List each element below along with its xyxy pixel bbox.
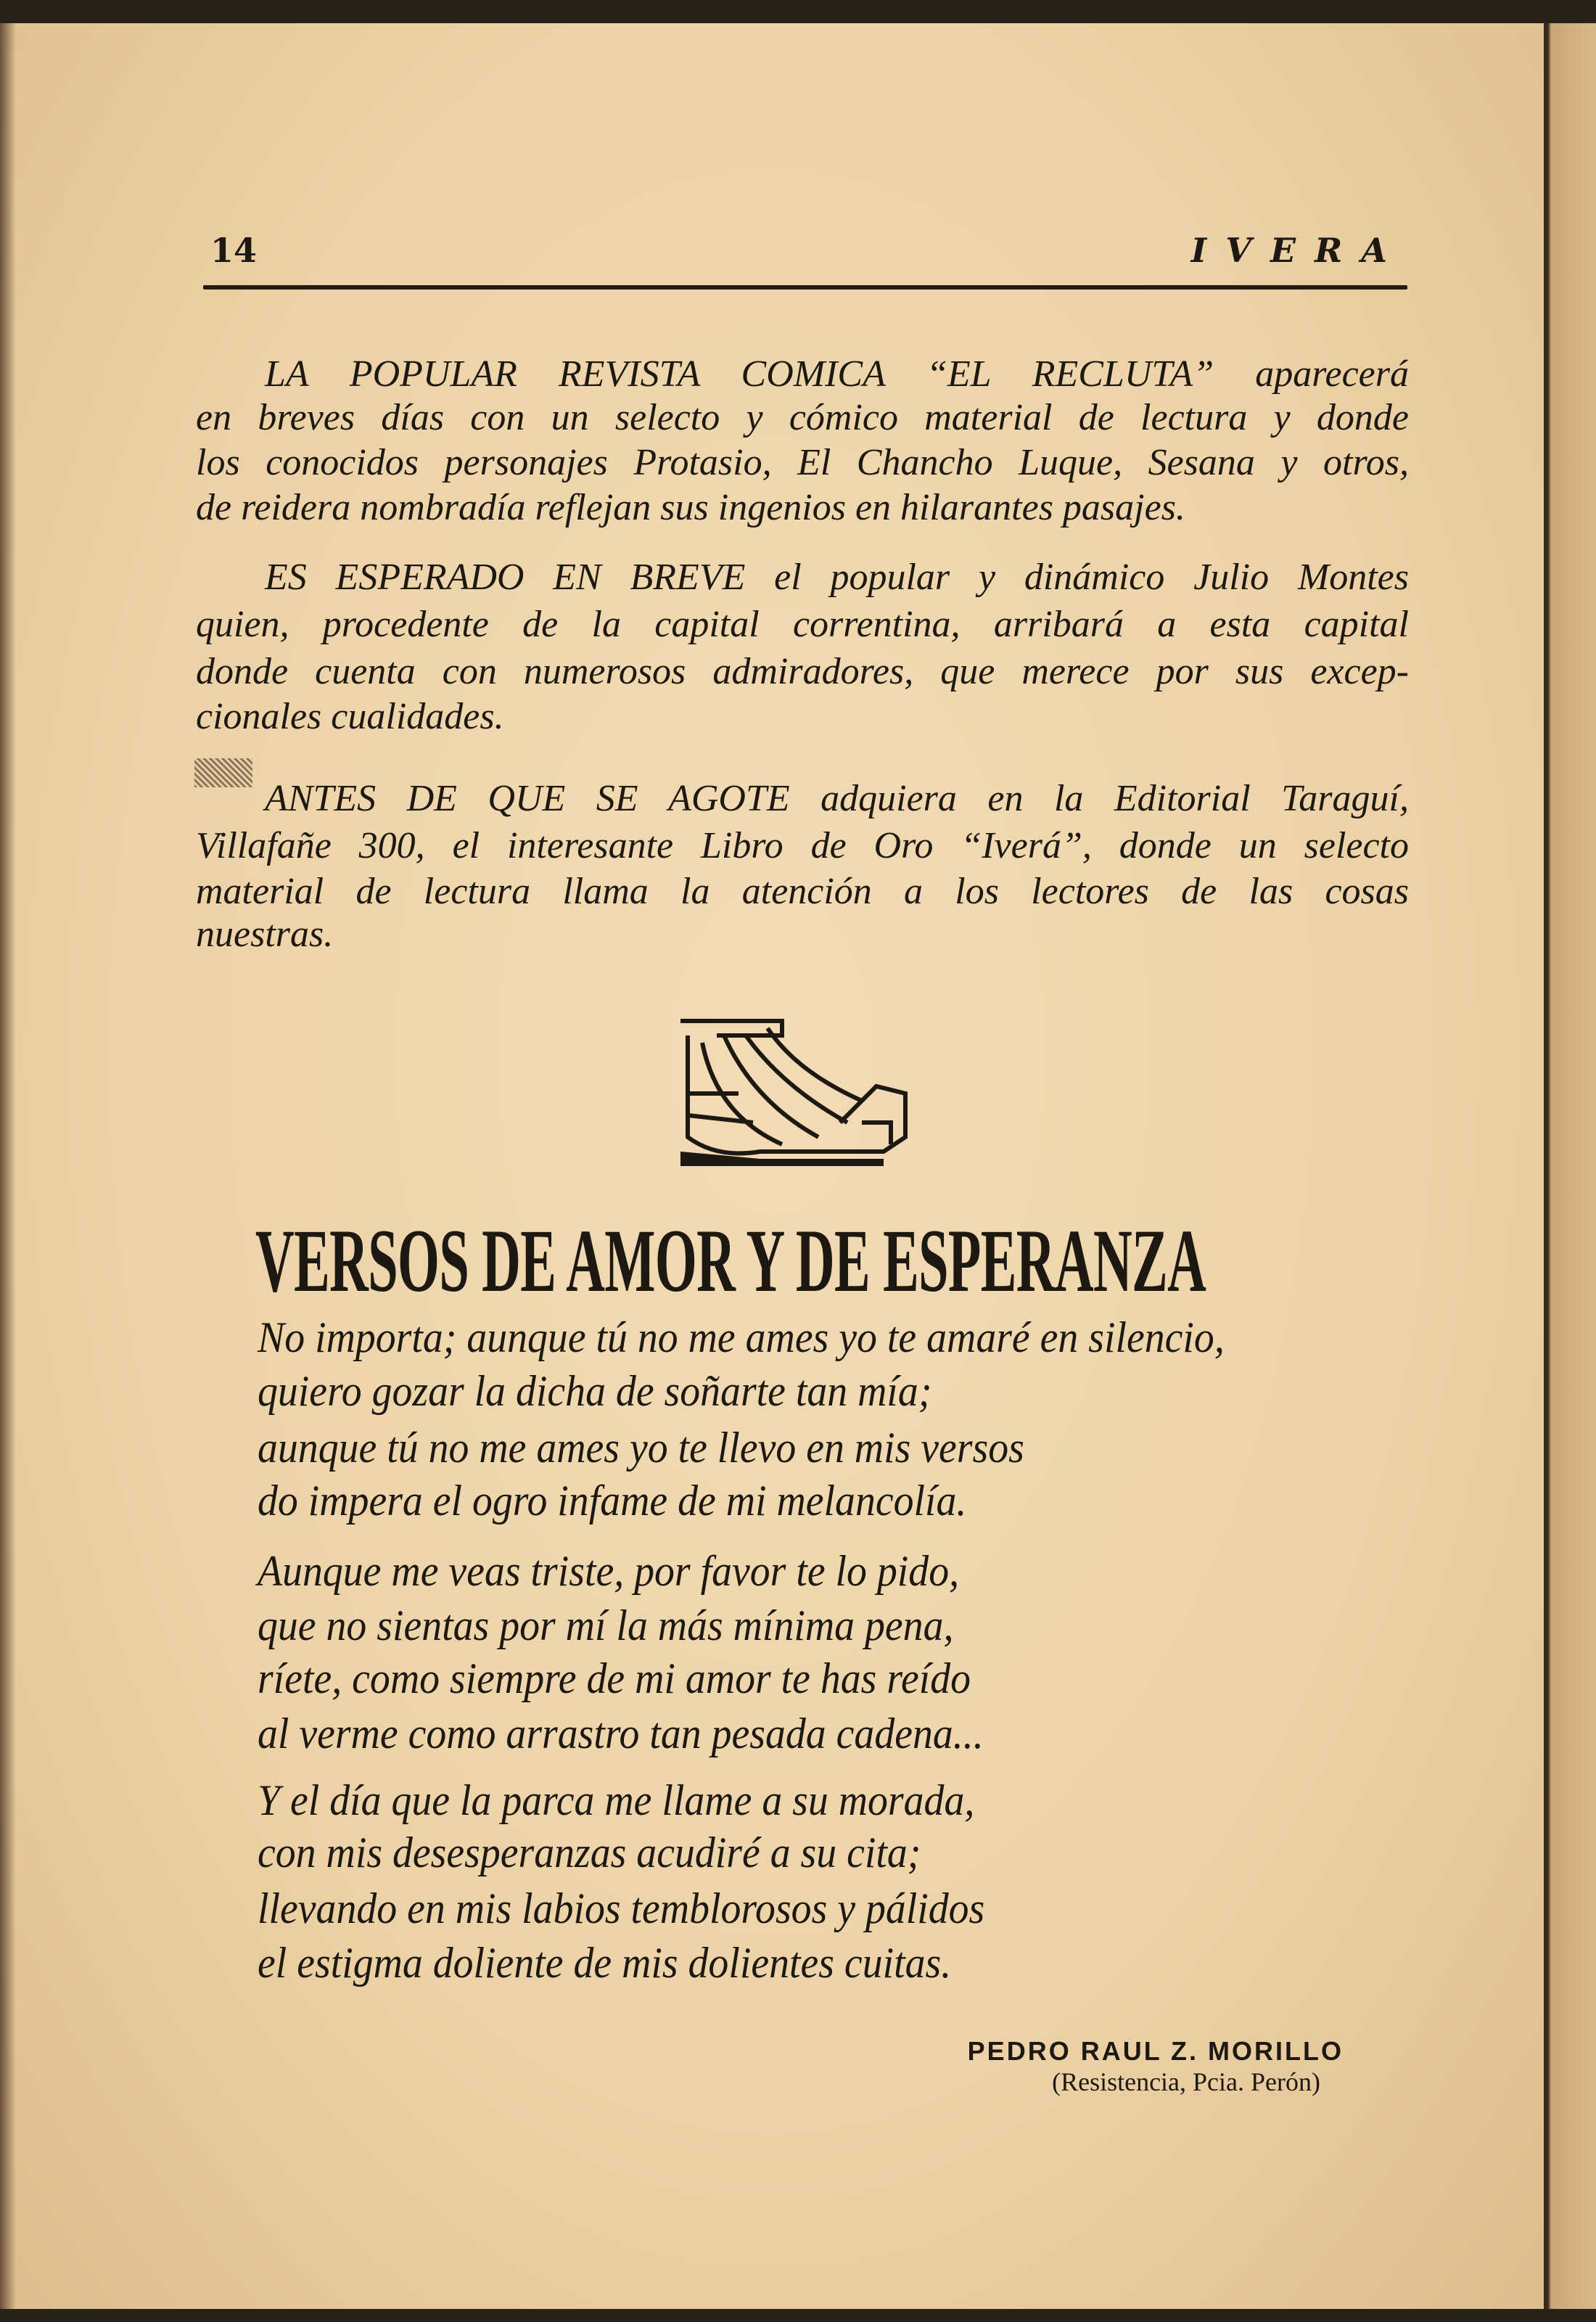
ornament-icon xyxy=(673,1014,913,1170)
poem-stanza-1-line: aunque tú no me ames yo te llevo en mis versos xyxy=(258,1424,1024,1472)
poem-stanza-3-line: Y el día que la parca me llame a su morada, xyxy=(258,1776,975,1824)
announcement-3-line: nuestras. xyxy=(196,914,334,955)
poem-author: PEDRO RAUL Z. MORILLO xyxy=(967,2036,1344,2066)
ink-smudge xyxy=(194,758,252,787)
page-shadow xyxy=(0,23,16,2309)
page-number: 14 xyxy=(210,231,258,270)
running-title: IVERA xyxy=(1190,231,1406,270)
announcement-2-line: ES ESPERADO EN BREVE el popular y dinámico Julio Montes xyxy=(265,557,1409,598)
poem-stanza-1-line: quiero gozar la dicha de soñarte tan mía; xyxy=(258,1367,932,1415)
poem-stanza-2-line: que no sientas por mí la más mínima pena, xyxy=(258,1601,954,1649)
announcement-1-line: de reidera nombradía reflejan sus ingenios en hilarantes pasajes. xyxy=(196,487,1185,528)
adjacent-page-edge xyxy=(1544,23,1596,2309)
announcement-1-line: en breves días con un selecto y cómico material de lectura y donde xyxy=(196,397,1409,438)
announcement-2-line: cionales cualidades. xyxy=(196,696,504,737)
poem-title: VERSOS DE AMOR Y DE ESPERANZA xyxy=(255,1211,1206,1310)
poem-stanza-2-line: Aunque me veas triste, por favor te lo pido, xyxy=(258,1547,960,1595)
header-rule xyxy=(203,285,1407,290)
poem-stanza-3-line: llevando en mis labios temblorosos y pálidos xyxy=(258,1884,985,1932)
poem-stanza-3-line: el estigma doliente de mis dolientes cuitas. xyxy=(258,1939,952,1987)
announcement-3-line: Villafañe 300, el interesante Libro de Oro “Iverá”, donde un selecto xyxy=(196,825,1409,866)
poem-stanza-2-line: ríete, como siempre de mi amor te has reído xyxy=(258,1654,971,1702)
announcement-1-line: LA POPULAR REVISTA COMICA “EL RECLUTA” aparecerá xyxy=(265,353,1409,395)
announcement-3-line: material de lectura llama la atención a los lectores de las cosas xyxy=(196,871,1409,912)
poem-stanza-1-line: do impera el ogro infame de mi melancolía. xyxy=(258,1477,967,1525)
poem-stanza-2-line: al verme como arrastro tan pesada cadena... xyxy=(258,1710,984,1757)
announcement-3-line: ANTES DE QUE SE AGOTE adquiera en la Editorial Taraguí, xyxy=(265,778,1409,819)
poem-author-place: (Resistencia, Pcia. Perón) xyxy=(1052,2067,1320,2096)
announcement-1-line: los conocidos personajes Protasio, El Chancho Luque, Sesana y otros, xyxy=(196,442,1409,483)
announcement-2-line: quien, procedente de la capital correntina, arribará a esta capital xyxy=(196,604,1409,645)
announcement-2-line: donde cuenta con numerosos admiradores, que merece por sus excep- xyxy=(196,651,1409,692)
poem-stanza-1-line: No importa; aunque tú no me ames yo te amaré en silencio, xyxy=(258,1313,1225,1361)
poem-stanza-3-line: con mis desesperanzas acudiré a su cita; xyxy=(258,1829,921,1876)
